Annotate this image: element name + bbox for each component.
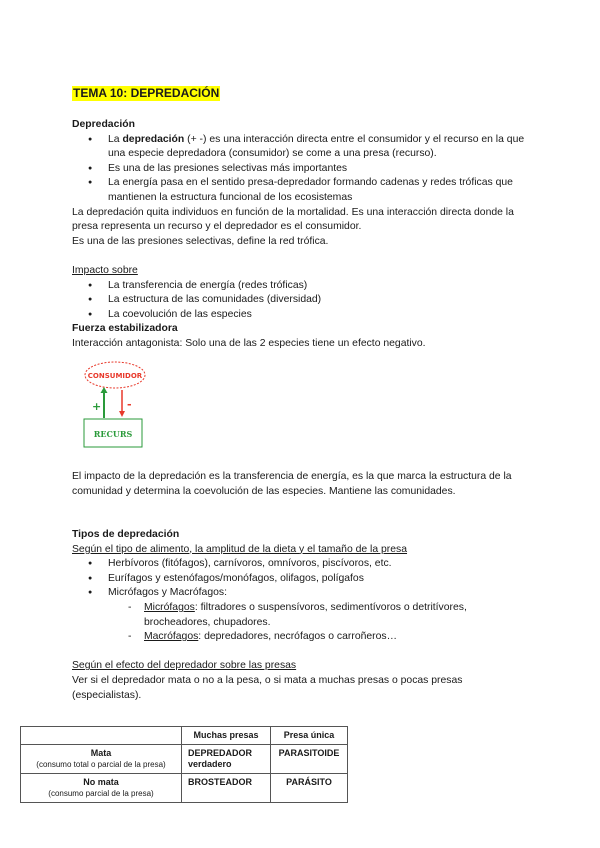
- section-heading: Fuerza estabilizadora: [72, 323, 178, 335]
- section-depredacion: [72, 118, 532, 352]
- paragraph: Es una de las presiones selectivas, define la red trófica.: [72, 235, 329, 247]
- bullet-list: [72, 557, 532, 601]
- list-item: ● La transferencia de energía (redes tróficas): [72, 279, 532, 294]
- table-header: Muchas presas: [182, 727, 271, 745]
- table-row: [21, 774, 348, 803]
- row-sublabel: (consumo total o parcial de la presa): [36, 760, 166, 769]
- subheading: Según el efecto del depredador sobre las presas: [72, 660, 297, 672]
- minus-sign: -: [127, 398, 132, 411]
- table-cell: [21, 727, 182, 745]
- list-item: [72, 133, 532, 162]
- paragraph: La depredación quita individuos en función de la mortalidad. Es una interacción directa donde la presa representa un recurso y el depredador es el consumidor.: [72, 206, 514, 233]
- bullet-list: [72, 279, 532, 323]
- list-item: [72, 601, 532, 630]
- list-item: ● La estructura de las comunidades (diversidad): [72, 293, 532, 308]
- subheading: Según el tipo de alimento, la amplitud de la dieta y el tamaño de la presa: [72, 543, 408, 555]
- table-header: Presa única: [271, 727, 348, 745]
- resource-label: RECURS: [93, 429, 133, 439]
- interaction-diagram: [82, 358, 162, 450]
- list-item: ● Micrófagos y Macrófagos:: [72, 586, 532, 601]
- section-tipos: [72, 528, 532, 703]
- list-item: ● La energía pasa en el sentido presa-depredador formando cadenas y redes tróficas que mantienen la estructura funcional de los ecosistemas: [72, 176, 532, 205]
- row-label: No mata: [83, 777, 119, 787]
- table-cell: BROSTEADOR: [182, 774, 271, 803]
- bullet-list: [72, 133, 532, 206]
- plus-sign: +: [92, 400, 102, 413]
- paragraph: Ver si el depredador mata o no a la pesa, o si mata a muchas presas o pocas presas (especialistas).: [72, 674, 463, 701]
- dash-list: [72, 601, 532, 645]
- negative-arrowhead: [119, 411, 125, 417]
- subheading: Impacto sobre: [72, 264, 138, 276]
- table-cell: PARASITOIDE: [271, 745, 348, 774]
- list-item: ● Eurífagos y estenófagos/monófagos, olifagos, polígafos: [72, 572, 532, 587]
- row-label: Mata: [90, 748, 112, 758]
- table-cell: DEPREDADOR verdadero: [182, 745, 271, 774]
- term: Micrófagos: [144, 601, 195, 613]
- table-cell: PARÁSITO: [271, 774, 348, 803]
- section-heading: Tipos de depredación: [72, 529, 180, 540]
- term: Macrófagos: [144, 631, 199, 643]
- paragraph: El impacto de la depredación es la transferencia de energía, es la que marca la estructura de la comunidad y determina la coevolución de las especies. Mantiene las comunidades.: [72, 471, 512, 497]
- text-span: : depredadores, necrófagos o carroñeros…: [198, 631, 397, 643]
- consumer-label: CONSUMIDOR: [87, 372, 143, 380]
- list-item: [72, 630, 532, 645]
- table-row: [21, 727, 348, 745]
- list-item: ● Herbívoros (fitófagos), carnívoros, omnívoros, piscívoros, etc.: [72, 557, 532, 572]
- row-sublabel: (consumo parcial de la presa): [48, 789, 154, 798]
- table-row: [21, 745, 348, 774]
- section-heading: Depredación: [72, 119, 135, 130]
- list-item: ● Es una de las presiones selectivas más importantes: [72, 162, 532, 177]
- paragraph: Interacción antagonista: Solo una de las 2 especies tiene un efecto negativo.: [72, 337, 426, 349]
- page-title: TEMA 10: DEPREDACIÓN: [73, 86, 220, 100]
- text-span: La: [108, 133, 123, 145]
- bold-term: depredación: [122, 133, 185, 145]
- predation-table: [20, 726, 348, 803]
- section-impact: [72, 470, 532, 499]
- list-item: ● La coevolución de las especies: [72, 308, 532, 323]
- table-cell: [21, 745, 182, 774]
- text-span: (+ -) es una interacción directa entre el consumidor y el recurso en la que una especie depredadora (consumidor) se come a una presa (recurso).: [108, 133, 525, 160]
- table-cell: [21, 774, 182, 803]
- text-span: : filtradores o suspensívoros, sedimentívoros o detritívores, brocheadores, chupadores.: [144, 601, 467, 628]
